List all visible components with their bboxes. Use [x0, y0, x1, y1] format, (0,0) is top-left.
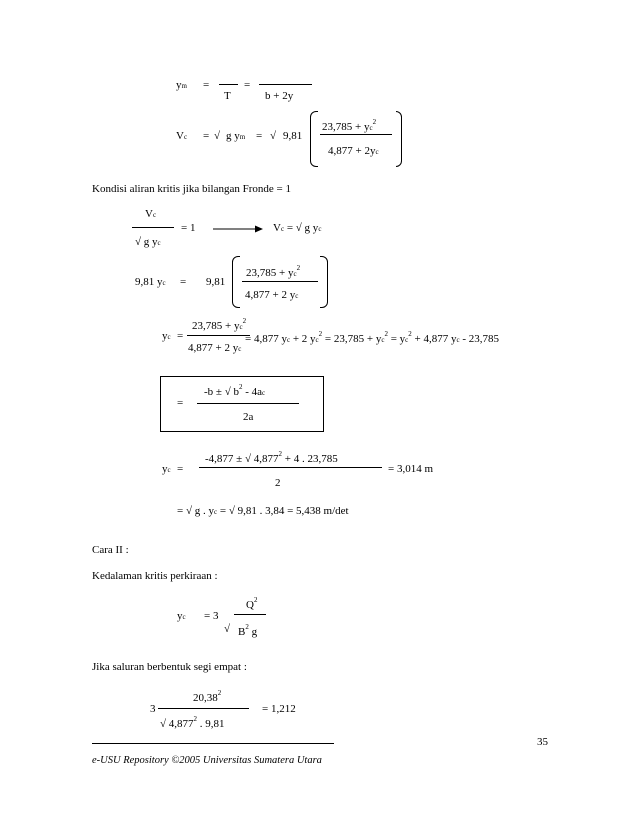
eq2-sqrt-a: √	[214, 130, 221, 142]
eq3-equals: = 1	[181, 222, 196, 234]
eq6-fraction-line	[197, 403, 299, 404]
eq9-num: $Q^2$	[246, 596, 258, 611]
text-cara: Cara II :	[92, 544, 129, 556]
text-saluran: Jika saluran berbentuk segi empat :	[92, 661, 247, 673]
eq2-bracket-gap	[318, 106, 396, 170]
eq4-coef: 9,81	[206, 276, 226, 288]
eq3-fraction-line	[132, 227, 174, 228]
eq5-fraction-line	[187, 335, 250, 336]
eq1-equals-b: =	[244, 79, 251, 91]
eq9-den: $B^2$ g	[238, 623, 258, 638]
eq6-den: 2a	[243, 411, 254, 423]
eq7-den: 2	[275, 477, 281, 489]
eq5-lhs: yc	[162, 330, 171, 342]
eq4-fraction-line	[242, 281, 318, 282]
eq10-num: 20,38$^2$	[193, 689, 222, 704]
eq4-equals: =	[180, 276, 187, 288]
eq1-fraction-line-a	[219, 84, 238, 85]
eq5-num: $23,785 + yc^2$	[192, 317, 247, 332]
eq9-den-sqrt: √	[224, 623, 231, 635]
eq2-sqrt-b: √	[270, 130, 277, 142]
eq1-den-b: b + 2y	[265, 90, 294, 102]
eq2-num: $23,785 + yc^2$	[322, 118, 377, 133]
footer-rule	[92, 743, 334, 744]
eq10-result: = 1,212	[262, 703, 296, 715]
text-kedalaman: Kedalaman kritis perkiraan :	[92, 570, 218, 582]
eq4-num: $23,785 + yc^2$	[246, 264, 301, 279]
arrow-icon	[213, 225, 263, 233]
eq7-equals: =	[177, 463, 184, 475]
eq10-fraction-line	[158, 708, 249, 709]
eq1-fraction-line-b	[259, 84, 312, 85]
eq4-lhs: 9,81 yc	[135, 276, 166, 288]
eq7-num: -4,877 ± √ $4,877^2 + 4$ . 23,785	[205, 450, 338, 465]
eq3-rhs: Vc = √ g yc	[273, 222, 322, 234]
eq9-fraction-line	[234, 614, 266, 615]
eq2-equals-b: =	[256, 130, 263, 142]
eq10-coef: 3	[150, 703, 156, 715]
eq3-den: √ g yc	[135, 236, 161, 248]
eq9-equals: = 3	[204, 610, 219, 622]
eq1-lhs: ym	[176, 79, 187, 91]
eq2-lhs: Vc	[176, 130, 188, 142]
eq6-equals: =	[177, 397, 184, 409]
text-fronde: Kondisi aliran kritis jika bilangan Fronde = 1	[92, 183, 291, 195]
eq1-equals-a: =	[203, 79, 210, 91]
eq2-den: 4,877 + 2yc	[328, 145, 379, 157]
eq4-den: 4,877 + 2 yc	[245, 289, 299, 301]
eq8: = √ g . yc = √ 9,81 . 3,84 = 5,438 m/det	[177, 505, 349, 517]
eq5-equals: =	[177, 330, 184, 342]
eq3-num: Vc	[145, 208, 157, 220]
eq2-equals-a: =	[203, 130, 210, 142]
eq6-num: -b ± √ $b^2 - 4ac$	[204, 383, 266, 398]
eq5-rhs: = 4,877 yc + 2 $yc^2 = 23,785 + yc^2 = yc^2 + 4,877$ yc - 23,785	[245, 330, 500, 345]
page-number: 35	[537, 736, 548, 748]
eq7-lhs: yc	[162, 463, 171, 475]
eq1-den-a: T	[224, 90, 231, 102]
eq2-fraction-line	[320, 134, 392, 135]
footer-text: e-USU Repository ©2005 Universitas Sumatera Utara	[92, 755, 322, 766]
eq5-den: 4,877 + 2 yc	[188, 342, 242, 354]
eq10-den: √ 4,877$^2$ . 9,81	[160, 715, 225, 730]
eq2-g: g ym	[226, 130, 246, 142]
eq7-result: = 3,014 m	[388, 463, 434, 475]
eq2-coef: 9,81	[283, 130, 303, 142]
eq7-fraction-line	[199, 467, 382, 468]
eq9-lhs: yc	[177, 610, 186, 622]
